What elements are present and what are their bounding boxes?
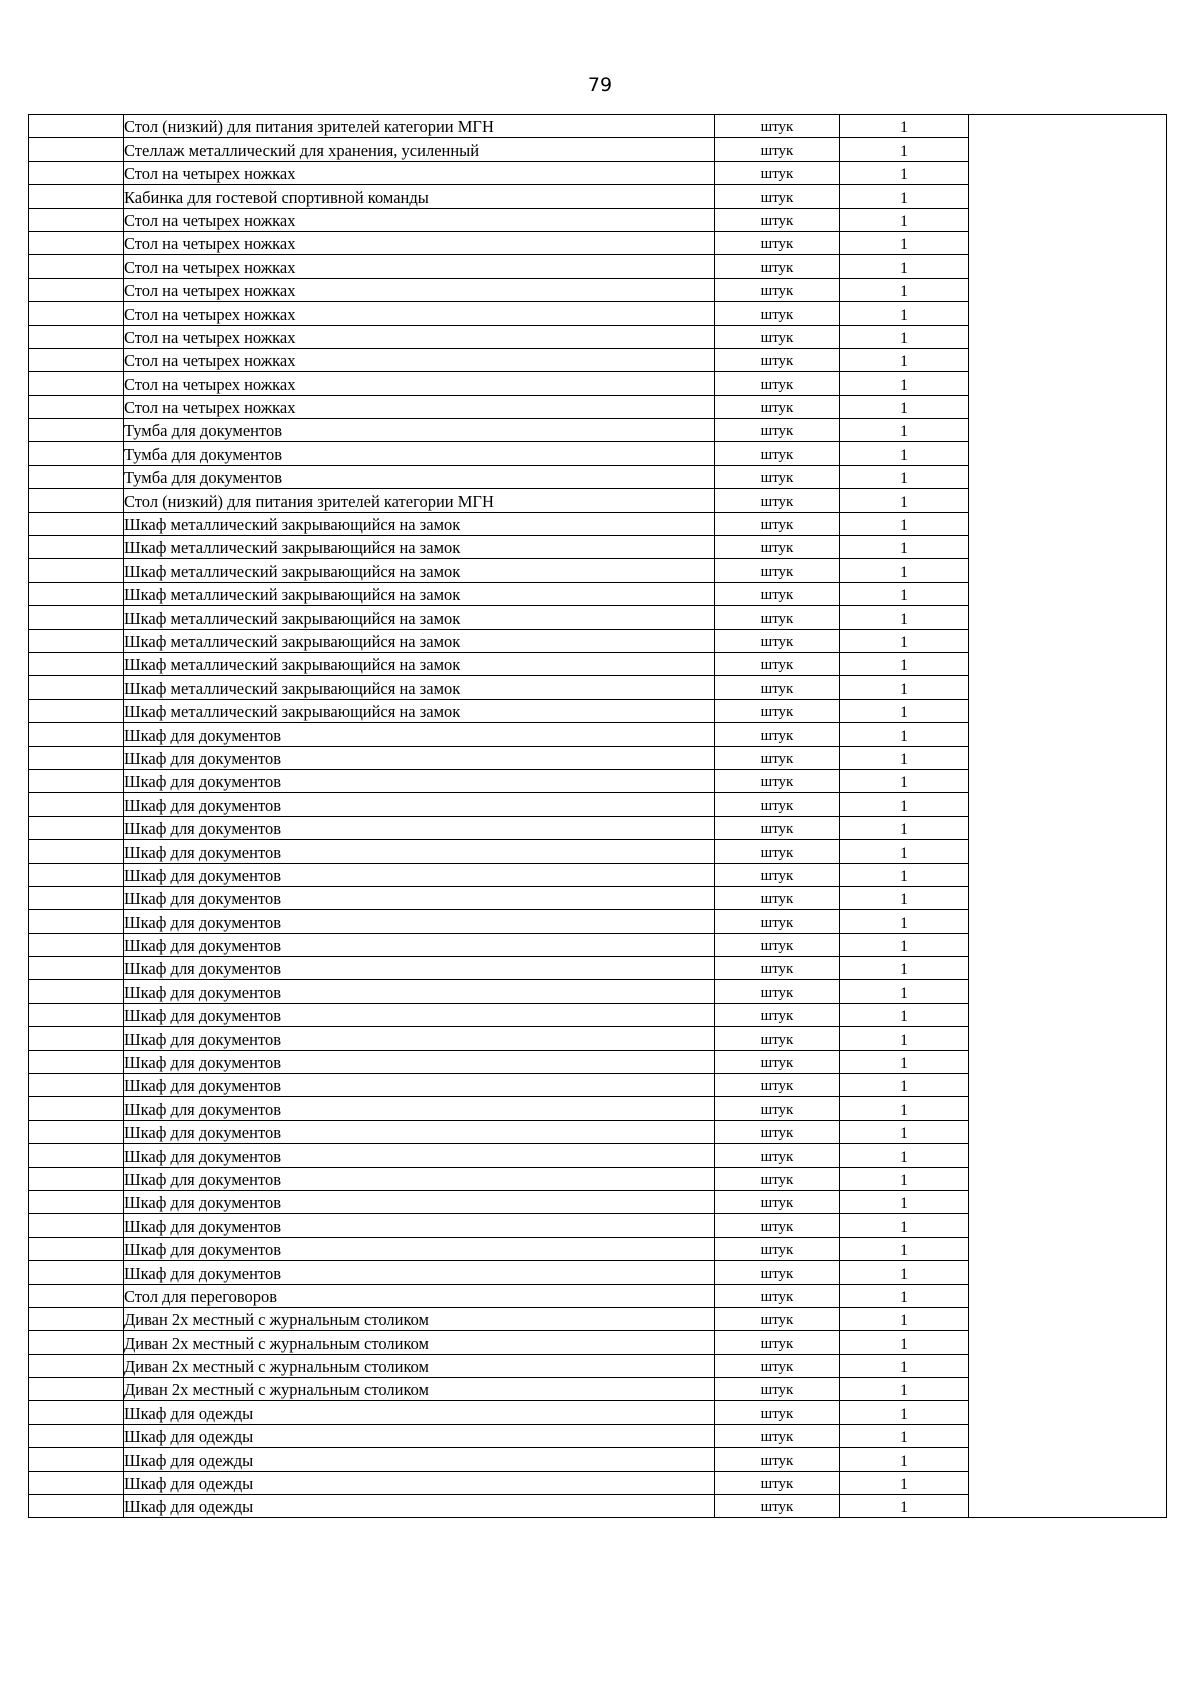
quantity-cell: 1	[840, 910, 969, 933]
row-number-cell	[29, 933, 124, 956]
quantity-cell: 1	[840, 1331, 969, 1354]
item-name-cell: Стол на четырех ножках	[124, 208, 715, 231]
unit-cell: штук	[715, 208, 840, 231]
row-number-cell	[29, 512, 124, 535]
row-number-cell	[29, 395, 124, 418]
item-name-cell: Шкаф для документов	[124, 723, 715, 746]
row-number-cell	[29, 115, 124, 138]
quantity-cell: 1	[840, 255, 969, 278]
row-number-cell	[29, 652, 124, 675]
unit-cell: штук	[715, 886, 840, 909]
item-name-cell: Кабинка для гостевой спортивной команды	[124, 185, 715, 208]
quantity-cell: 1	[840, 1307, 969, 1330]
unit-cell: штук	[715, 606, 840, 629]
quantity-cell: 1	[840, 1448, 969, 1471]
unit-cell: штук	[715, 863, 840, 886]
item-name-cell: Шкаф для документов	[124, 886, 715, 909]
item-name-cell: Шкаф для документов	[124, 863, 715, 886]
row-number-cell	[29, 1495, 124, 1518]
quantity-cell: 1	[840, 208, 969, 231]
unit-cell: штук	[715, 1214, 840, 1237]
quantity-cell: 1	[840, 1354, 969, 1377]
item-name-cell: Стол на четырех ножках	[124, 348, 715, 371]
item-name-cell: Шкаф для документов	[124, 1214, 715, 1237]
item-name-cell: Стол на четырех ножках	[124, 372, 715, 395]
unit-cell: штук	[715, 1378, 840, 1401]
quantity-cell: 1	[840, 886, 969, 909]
quantity-cell: 1	[840, 1378, 969, 1401]
row-number-cell	[29, 629, 124, 652]
unit-cell: штук	[715, 395, 840, 418]
item-name-cell: Шкаф для документов	[124, 793, 715, 816]
row-number-cell	[29, 489, 124, 512]
row-number-cell	[29, 1378, 124, 1401]
quantity-cell: 1	[840, 161, 969, 184]
inventory-table	[28, 114, 1167, 1518]
quantity-cell: 1	[840, 1495, 969, 1518]
item-name-cell: Шкаф металлический закрывающийся на замок	[124, 676, 715, 699]
row-number-cell	[29, 1401, 124, 1424]
item-name-cell: Стеллаж металлический для хранения, усиленный	[124, 138, 715, 161]
item-name-cell: Шкаф для документов	[124, 910, 715, 933]
item-name-cell: Шкаф для документов	[124, 1190, 715, 1213]
quantity-cell: 1	[840, 980, 969, 1003]
quantity-cell: 1	[840, 231, 969, 254]
unit-cell: штук	[715, 115, 840, 138]
row-number-cell	[29, 465, 124, 488]
item-name-cell: Стол на четырех ножках	[124, 231, 715, 254]
item-name-cell: Шкаф для одежды	[124, 1495, 715, 1518]
item-name-cell: Шкаф для документов	[124, 1050, 715, 1073]
quantity-cell: 1	[840, 957, 969, 980]
item-name-cell: Диван 2х местный с журнальным столиком	[124, 1331, 715, 1354]
quantity-cell: 1	[840, 372, 969, 395]
unit-cell: штук	[715, 1097, 840, 1120]
unit-cell: штук	[715, 348, 840, 371]
item-name-cell: Шкаф металлический закрывающийся на замок	[124, 606, 715, 629]
row-number-cell	[29, 255, 124, 278]
row-number-cell	[29, 769, 124, 792]
row-number-cell	[29, 1144, 124, 1167]
item-name-cell: Стол на четырех ножках	[124, 325, 715, 348]
unit-cell: штук	[715, 489, 840, 512]
unit-cell: штук	[715, 652, 840, 675]
row-number-cell	[29, 863, 124, 886]
item-name-cell: Шкаф для документов	[124, 1167, 715, 1190]
quantity-cell: 1	[840, 1424, 969, 1447]
row-number-cell	[29, 699, 124, 722]
row-number-cell	[29, 606, 124, 629]
item-name-cell: Шкаф для одежды	[124, 1401, 715, 1424]
quantity-cell: 1	[840, 1097, 969, 1120]
row-number-cell	[29, 372, 124, 395]
unit-cell: штук	[715, 816, 840, 839]
unit-cell: штук	[715, 1237, 840, 1260]
item-name-cell: Шкаф для документов	[124, 840, 715, 863]
unit-cell: штук	[715, 957, 840, 980]
unit-cell: штук	[715, 769, 840, 792]
quantity-cell: 1	[840, 582, 969, 605]
unit-cell: штук	[715, 1471, 840, 1494]
item-name-cell: Шкаф для одежды	[124, 1471, 715, 1494]
quantity-cell: 1	[840, 1471, 969, 1494]
unit-cell: штук	[715, 1074, 840, 1097]
quantity-cell: 1	[840, 1003, 969, 1026]
row-number-cell	[29, 1214, 124, 1237]
item-name-cell: Стол (низкий) для питания зрителей категории МГН	[124, 489, 715, 512]
unit-cell: штук	[715, 161, 840, 184]
item-name-cell: Шкаф для документов	[124, 1237, 715, 1260]
row-number-cell	[29, 1448, 124, 1471]
item-name-cell: Стол на четырех ножках	[124, 278, 715, 301]
quantity-cell: 1	[840, 348, 969, 371]
unit-cell: штук	[715, 231, 840, 254]
row-number-cell	[29, 957, 124, 980]
quantity-cell: 1	[840, 723, 969, 746]
item-name-cell: Стол на четырех ножках	[124, 395, 715, 418]
unit-cell: штук	[715, 629, 840, 652]
quantity-cell: 1	[840, 816, 969, 839]
item-name-cell: Шкаф для документов	[124, 1120, 715, 1143]
unit-cell: штук	[715, 138, 840, 161]
unit-cell: штук	[715, 1003, 840, 1026]
row-number-cell	[29, 746, 124, 769]
row-number-cell	[29, 559, 124, 582]
item-name-cell: Стол на четырех ножках	[124, 255, 715, 278]
unit-cell: штук	[715, 746, 840, 769]
row-number-cell	[29, 1261, 124, 1284]
quantity-cell: 1	[840, 442, 969, 465]
quantity-cell: 1	[840, 793, 969, 816]
item-name-cell: Шкаф для документов	[124, 746, 715, 769]
quantity-cell: 1	[840, 185, 969, 208]
item-name-cell: Шкаф металлический закрывающийся на замок	[124, 512, 715, 535]
row-number-cell	[29, 582, 124, 605]
unit-cell: штук	[715, 255, 840, 278]
item-name-cell: Шкаф металлический закрывающийся на замок	[124, 559, 715, 582]
unit-cell: штук	[715, 1144, 840, 1167]
item-name-cell: Шкаф металлический закрывающийся на замок	[124, 582, 715, 605]
unit-cell: штук	[715, 1190, 840, 1213]
quantity-cell: 1	[840, 1050, 969, 1073]
item-name-cell: Шкаф металлический закрывающийся на замок	[124, 629, 715, 652]
unit-cell: штук	[715, 278, 840, 301]
item-name-cell: Шкаф металлический закрывающийся на замок	[124, 652, 715, 675]
unit-cell: штук	[715, 723, 840, 746]
quantity-cell: 1	[840, 419, 969, 442]
quantity-cell: 1	[840, 489, 969, 512]
item-name-cell: Стол для переговоров	[124, 1284, 715, 1307]
row-number-cell	[29, 138, 124, 161]
row-number-cell	[29, 442, 124, 465]
row-number-cell	[29, 1471, 124, 1494]
row-number-cell	[29, 278, 124, 301]
table-row	[29, 115, 1167, 138]
quantity-cell: 1	[840, 863, 969, 886]
row-number-cell	[29, 1424, 124, 1447]
unit-cell: штук	[715, 793, 840, 816]
row-number-cell	[29, 793, 124, 816]
unit-cell: штук	[715, 699, 840, 722]
item-name-cell: Шкаф для одежды	[124, 1424, 715, 1447]
item-name-cell: Шкаф для одежды	[124, 1448, 715, 1471]
row-number-cell	[29, 1120, 124, 1143]
quantity-cell: 1	[840, 1027, 969, 1050]
unit-cell: штук	[715, 1448, 840, 1471]
quantity-cell: 1	[840, 699, 969, 722]
item-name-cell: Шкаф для документов	[124, 1003, 715, 1026]
unit-cell: штук	[715, 1495, 840, 1518]
unit-cell: штук	[715, 1284, 840, 1307]
unit-cell: штук	[715, 1307, 840, 1330]
quantity-cell: 1	[840, 325, 969, 348]
unit-cell: штук	[715, 1424, 840, 1447]
item-name-cell: Шкаф для документов	[124, 933, 715, 956]
quantity-cell: 1	[840, 115, 969, 138]
unit-cell: штук	[715, 840, 840, 863]
unit-cell: штук	[715, 1401, 840, 1424]
row-number-cell	[29, 1237, 124, 1260]
item-name-cell: Тумба для документов	[124, 419, 715, 442]
quantity-cell: 1	[840, 676, 969, 699]
row-number-cell	[29, 1027, 124, 1050]
quantity-cell: 1	[840, 1120, 969, 1143]
quantity-cell: 1	[840, 559, 969, 582]
unit-cell: штук	[715, 1120, 840, 1143]
row-number-cell	[29, 536, 124, 559]
unit-cell: штук	[715, 372, 840, 395]
quantity-cell: 1	[840, 769, 969, 792]
quantity-cell: 1	[840, 1214, 969, 1237]
item-name-cell: Стол (низкий) для питания зрителей категории МГН	[124, 115, 715, 138]
row-number-cell	[29, 723, 124, 746]
row-number-cell	[29, 1167, 124, 1190]
row-number-cell	[29, 208, 124, 231]
item-name-cell: Шкаф для документов	[124, 980, 715, 1003]
item-name-cell: Стол на четырех ножках	[124, 302, 715, 325]
unit-cell: штук	[715, 465, 840, 488]
row-number-cell	[29, 348, 124, 371]
item-name-cell: Шкаф металлический закрывающийся на замок	[124, 699, 715, 722]
quantity-cell: 1	[840, 536, 969, 559]
item-name-cell: Шкаф для документов	[124, 1027, 715, 1050]
row-number-cell	[29, 816, 124, 839]
item-name-cell: Диван 2х местный с журнальным столиком	[124, 1378, 715, 1401]
quantity-cell: 1	[840, 1190, 969, 1213]
row-number-cell	[29, 980, 124, 1003]
quantity-cell: 1	[840, 512, 969, 535]
quantity-cell: 1	[840, 302, 969, 325]
quantity-cell: 1	[840, 746, 969, 769]
unit-cell: штук	[715, 442, 840, 465]
quantity-cell: 1	[840, 629, 969, 652]
unit-cell: штук	[715, 582, 840, 605]
quantity-cell: 1	[840, 606, 969, 629]
item-name-cell: Шкаф для документов	[124, 816, 715, 839]
unit-cell: штук	[715, 676, 840, 699]
row-number-cell	[29, 1307, 124, 1330]
quantity-cell: 1	[840, 138, 969, 161]
notes-cell	[969, 115, 1167, 1518]
unit-cell: штук	[715, 419, 840, 442]
item-name-cell: Шкаф для документов	[124, 957, 715, 980]
item-name-cell: Шкаф для документов	[124, 1261, 715, 1284]
unit-cell: штук	[715, 185, 840, 208]
unit-cell: штук	[715, 980, 840, 1003]
quantity-cell: 1	[840, 1401, 969, 1424]
row-number-cell	[29, 1050, 124, 1073]
row-number-cell	[29, 302, 124, 325]
quantity-cell: 1	[840, 933, 969, 956]
row-number-cell	[29, 231, 124, 254]
item-name-cell: Шкаф для документов	[124, 1144, 715, 1167]
unit-cell: штук	[715, 1050, 840, 1073]
quantity-cell: 1	[840, 1261, 969, 1284]
item-name-cell: Шкаф металлический закрывающийся на замок	[124, 536, 715, 559]
quantity-cell: 1	[840, 652, 969, 675]
quantity-cell: 1	[840, 1284, 969, 1307]
page-number: 79	[587, 74, 613, 96]
quantity-cell: 1	[840, 840, 969, 863]
item-name-cell: Диван 2х местный с журнальным столиком	[124, 1307, 715, 1330]
unit-cell: штук	[715, 910, 840, 933]
inventory-table-body	[29, 115, 1167, 1518]
item-name-cell: Диван 2х местный с журнальным столиком	[124, 1354, 715, 1377]
item-name-cell: Шкаф для документов	[124, 1074, 715, 1097]
row-number-cell	[29, 840, 124, 863]
row-number-cell	[29, 1097, 124, 1120]
row-number-cell	[29, 676, 124, 699]
row-number-cell	[29, 1284, 124, 1307]
unit-cell: штук	[715, 1167, 840, 1190]
item-name-cell: Тумба для документов	[124, 442, 715, 465]
quantity-cell: 1	[840, 1144, 969, 1167]
unit-cell: штук	[715, 1331, 840, 1354]
unit-cell: штук	[715, 1261, 840, 1284]
row-number-cell	[29, 886, 124, 909]
quantity-cell: 1	[840, 1167, 969, 1190]
quantity-cell: 1	[840, 278, 969, 301]
quantity-cell: 1	[840, 1074, 969, 1097]
quantity-cell: 1	[840, 465, 969, 488]
row-number-cell	[29, 1331, 124, 1354]
unit-cell: штук	[715, 512, 840, 535]
row-number-cell	[29, 185, 124, 208]
row-number-cell	[29, 910, 124, 933]
unit-cell: штук	[715, 325, 840, 348]
unit-cell: штук	[715, 933, 840, 956]
row-number-cell	[29, 1190, 124, 1213]
unit-cell: штук	[715, 1354, 840, 1377]
unit-cell: штук	[715, 302, 840, 325]
unit-cell: штук	[715, 1027, 840, 1050]
item-name-cell: Шкаф для документов	[124, 1097, 715, 1120]
item-name-cell: Шкаф для документов	[124, 769, 715, 792]
item-name-cell: Стол на четырех ножках	[124, 161, 715, 184]
row-number-cell	[29, 1003, 124, 1026]
row-number-cell	[29, 419, 124, 442]
row-number-cell	[29, 325, 124, 348]
row-number-cell	[29, 161, 124, 184]
item-name-cell: Тумба для документов	[124, 465, 715, 488]
row-number-cell	[29, 1354, 124, 1377]
unit-cell: штук	[715, 536, 840, 559]
row-number-cell	[29, 1074, 124, 1097]
quantity-cell: 1	[840, 1237, 969, 1260]
unit-cell: штук	[715, 559, 840, 582]
quantity-cell: 1	[840, 395, 969, 418]
